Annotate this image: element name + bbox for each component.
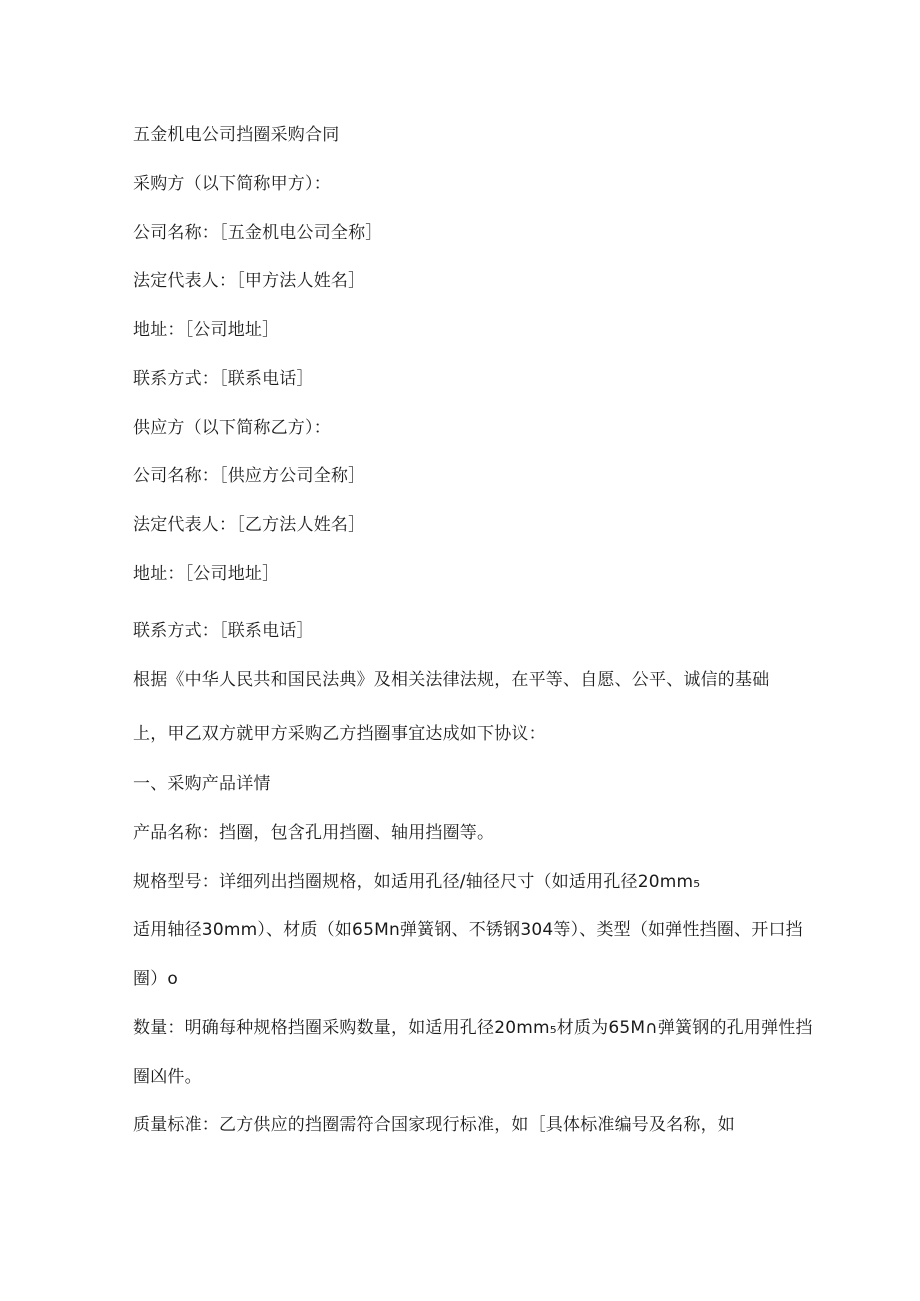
preamble-line: 根据《中华人民共和国民法典》及相关法律法规，在平等、自愿、公平、诚信的基础 bbox=[133, 670, 770, 690]
supplier-legal-rep: 法定代表人：［乙方法人姓名］ bbox=[133, 515, 366, 535]
spec-line: 适用轴径30mm）、材质（如65Mn弹簧钢、不锈钢304等）、类型（如弹性挡圈、开口挡 bbox=[133, 920, 803, 940]
buyer-contact: 联系方式：［联系电话］ bbox=[133, 369, 314, 389]
quantity-line: 圈凶件。 bbox=[133, 1067, 202, 1087]
buyer-legal-rep: 法定代表人：［甲方法人姓名］ bbox=[133, 271, 366, 291]
buyer-company-name: 公司名称：［五金机电公司全称］ bbox=[133, 223, 383, 243]
supplier-heading: 供应方（以下简称乙方）： bbox=[133, 418, 331, 438]
supplier-company-name: 公司名称：［供应方公司全称］ bbox=[133, 466, 366, 486]
product-name: 产品名称：挡圈，包含孔用挡圈、轴用挡圈等。 bbox=[133, 823, 495, 843]
document-title: 五金机电公司挡圈采购合同 bbox=[133, 125, 340, 145]
spec-line: 圈）o bbox=[133, 969, 179, 989]
section1-heading: 一、采购产品详情 bbox=[133, 774, 271, 794]
quality-standard: 质量标准：乙方供应的挡圈需符合国家现行标准，如［具体标准编号及名称，如 bbox=[133, 1115, 735, 1135]
quantity-line: 数量：明确每种规格挡圈采购数量，如适用孔径20mm₅材质为65M∩弹簧钢的孔用弹性挡 bbox=[133, 1018, 813, 1038]
preamble-line: 上，甲乙双方就甲方采购乙方挡圈事宜达成如下协议： bbox=[133, 724, 546, 744]
spec-line: 规格型号：详细列出挡圈规格，如适用孔径/轴径尺寸（如适用孔径20mm₅ bbox=[133, 872, 701, 892]
buyer-heading: 采购方（以下简称甲方）： bbox=[133, 174, 331, 194]
supplier-contact: 联系方式：［联系电话］ bbox=[133, 621, 314, 641]
buyer-address: 地址：［公司地址］ bbox=[133, 320, 280, 340]
supplier-address: 地址：［公司地址］ bbox=[133, 564, 280, 584]
